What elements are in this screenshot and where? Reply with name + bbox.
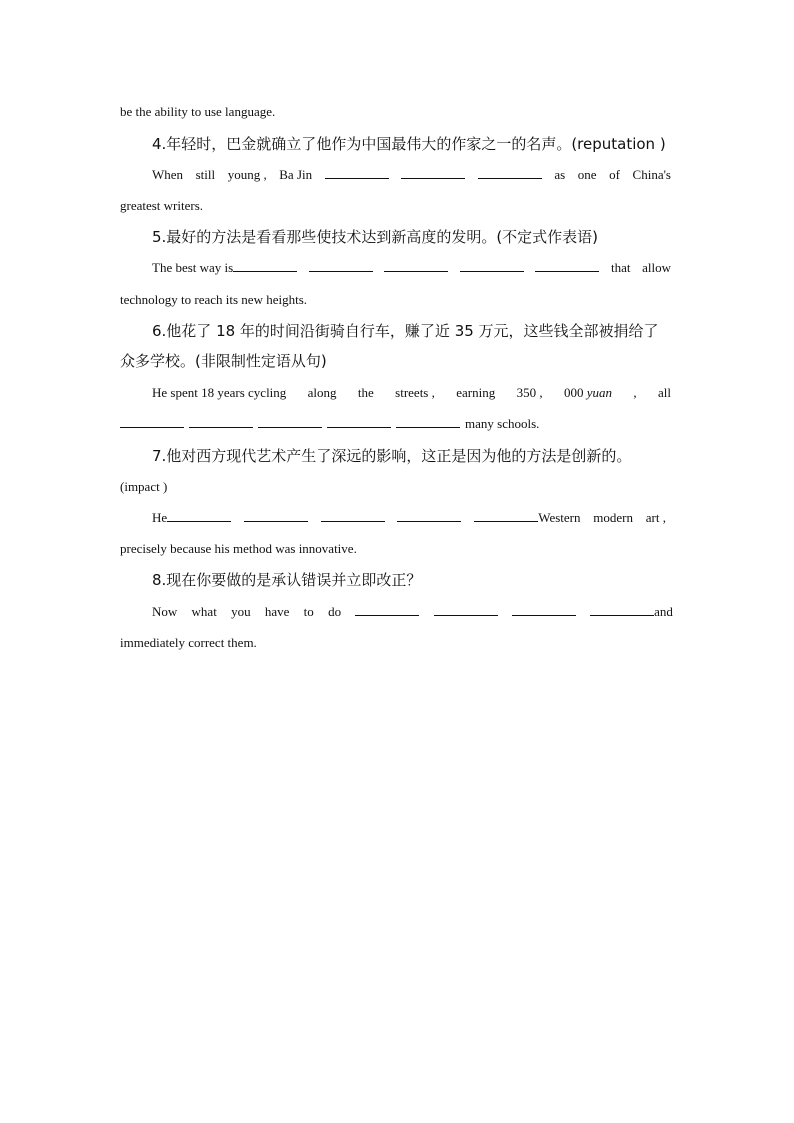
answer-blank[interactable]: [325, 166, 389, 179]
q6-prompt-line2: 众多学校。(非限制性定语从句): [120, 352, 327, 370]
q4-word: Ba Jin: [279, 167, 313, 182]
answer-blank[interactable]: [355, 603, 419, 616]
answer-blank[interactable]: [258, 415, 322, 428]
q5-word: The best way is: [152, 260, 234, 275]
answer-blank[interactable]: [167, 509, 231, 522]
answer-blank[interactable]: [120, 415, 184, 428]
q6-answer-line2: [120, 415, 539, 433]
q8-word: Now: [152, 604, 178, 619]
q7-prompt-line1: 7.他对西方现代艺术产生了深远的影响，这正是因为他的方法是创新的。: [152, 447, 632, 465]
q6-prompt-line1: 6.他花了 18 年的时间沿街骑自行车，赚了近 35 万元，这些钱全部被捐给了: [152, 322, 659, 340]
intro-line: be the ability to use language.: [120, 104, 276, 119]
q6-word: all: [657, 385, 671, 400]
q5-prompt: 5.最好的方法是看看那些使技术达到新高度的发明。(不定式作表语): [152, 228, 599, 246]
q8-word: do: [328, 604, 342, 619]
answer-blank[interactable]: [478, 166, 542, 179]
q5-answer-line2: technology to reach its new heights.: [120, 292, 308, 307]
q6-word: many schools.: [465, 416, 540, 431]
q7-prompt-line2: (impact ): [120, 479, 168, 494]
answer-blank[interactable]: [321, 509, 385, 522]
q4-word: China's: [632, 167, 671, 182]
q6-word: the: [357, 385, 374, 400]
q7-word: modern: [593, 510, 633, 525]
yuan-italic: yuan: [586, 385, 612, 400]
q5-word: that: [611, 260, 631, 275]
answer-blank[interactable]: [397, 509, 461, 522]
answer-blank[interactable]: [309, 259, 373, 272]
q8-prompt: 8.现在你要做的是承认错误并立即改正？: [152, 571, 422, 589]
answer-blank[interactable]: [244, 509, 308, 522]
q6-word: streets ,: [395, 385, 435, 400]
q6-word: 000 yuan: [563, 385, 612, 400]
q4-word: young ,: [227, 167, 267, 182]
q4-word: When: [152, 167, 184, 182]
q7-word: art ,: [645, 510, 666, 525]
q7-answer-line2: precisely because his method was innovative.: [120, 541, 357, 556]
answer-blank[interactable]: [474, 509, 538, 522]
q4-prompt: 4.年轻时，巴金就确立了他作为中国最伟大的作家之一的名声。(reputation ): [152, 135, 666, 153]
q7-word: He: [152, 510, 168, 525]
answer-blank[interactable]: [327, 415, 391, 428]
q8-word: to: [303, 604, 314, 619]
q6-word: 350 ,: [516, 385, 543, 400]
q8-answer-line1: [152, 603, 673, 621]
answer-blank[interactable]: [434, 603, 498, 616]
q8-answer-line2: immediately correct them.: [120, 635, 257, 650]
q6-word: earning: [456, 385, 496, 400]
q8-word: you: [231, 604, 251, 619]
q4-word: of: [609, 167, 620, 182]
q4-word: still: [195, 167, 216, 182]
answer-blank[interactable]: [189, 415, 253, 428]
q5-word: allow: [642, 260, 671, 275]
q8-word: have: [264, 604, 290, 619]
q6-word: He spent 18 years cycling: [152, 385, 287, 400]
q5-answer-line1: [152, 259, 671, 277]
q6-word: ,: [633, 385, 637, 400]
answer-blank[interactable]: [590, 603, 654, 616]
q8-word: and: [654, 604, 673, 619]
answer-blank[interactable]: [384, 259, 448, 272]
answer-blank[interactable]: [401, 166, 465, 179]
answer-blank[interactable]: [396, 415, 460, 428]
q6-word: along: [307, 385, 337, 400]
q4-word: one: [577, 167, 597, 182]
q7-answer-line1: [152, 509, 666, 527]
answer-blank[interactable]: [512, 603, 576, 616]
q4-word: as: [554, 167, 566, 182]
answer-blank[interactable]: [535, 259, 599, 272]
q6-answer-line1: [152, 384, 671, 402]
q7-word: Western: [538, 510, 581, 525]
q8-word: what: [191, 604, 217, 619]
answer-blank[interactable]: [460, 259, 524, 272]
q4-answer-line1: [152, 166, 671, 184]
answer-blank[interactable]: [233, 259, 297, 272]
q4-answer-line2: greatest writers.: [120, 198, 204, 213]
